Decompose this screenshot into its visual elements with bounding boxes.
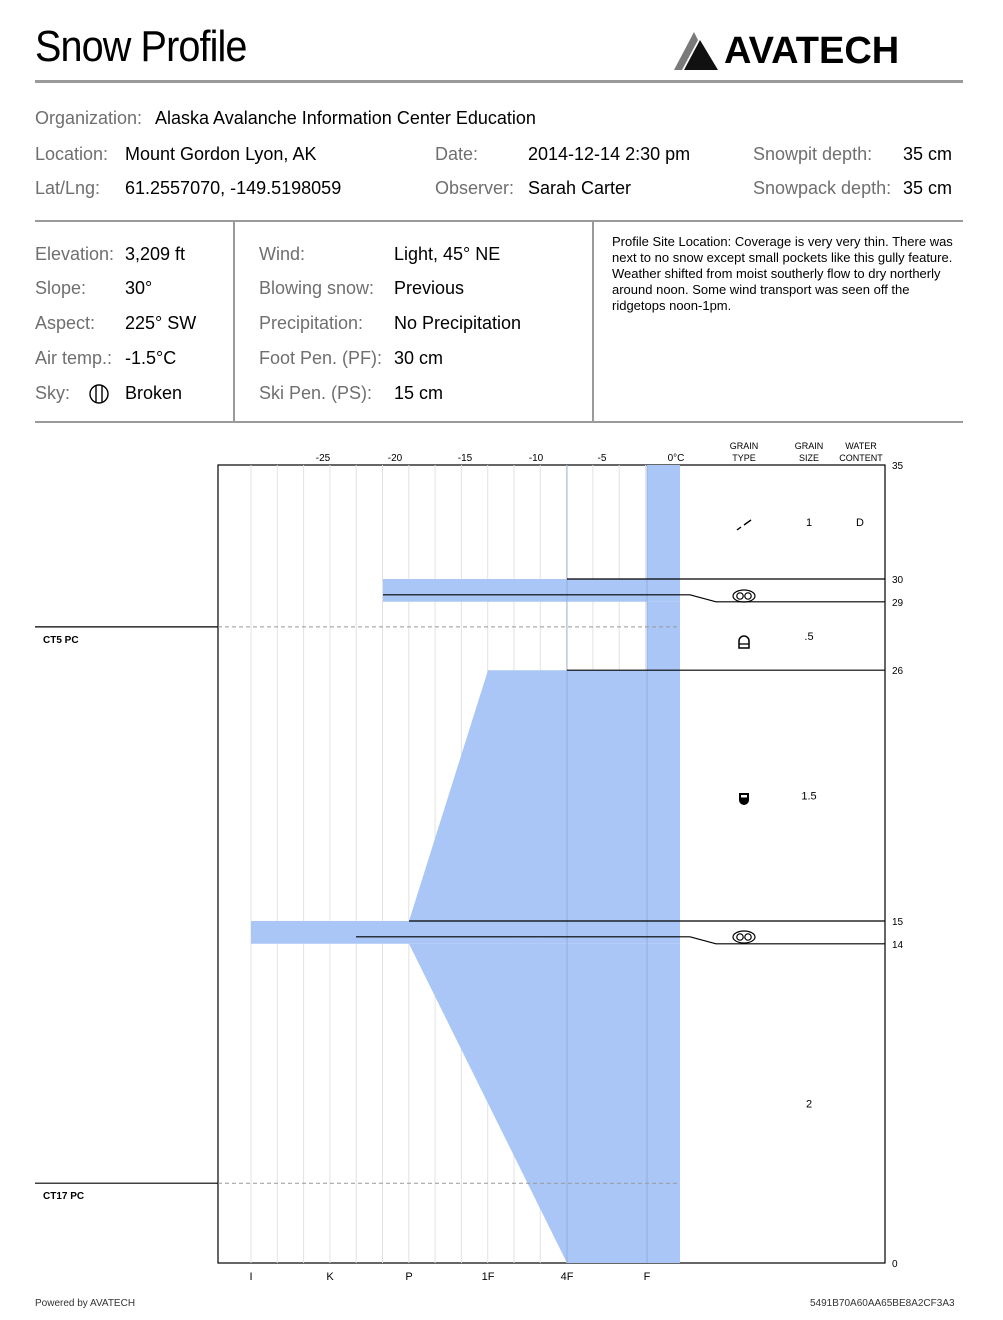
surface-hoar-icon <box>733 590 755 602</box>
aspect-value: 225° SW <box>125 313 197 333</box>
faceted-icon <box>739 793 749 805</box>
organization-value: Alaska Avalanche Information Center Education <box>155 108 536 128</box>
snowpit-depth-label: Snowpit depth: <box>753 144 873 164</box>
hardness-layer-3 <box>647 602 680 670</box>
depth-axis <box>892 461 904 1270</box>
ski-pen-label: Ski Pen. (PS): <box>259 383 373 403</box>
depth-tick-label: 14 <box>892 939 904 951</box>
air-temp-label: Air temp.: <box>35 348 113 368</box>
depth-tick-label: 26 <box>892 666 904 678</box>
grain-size-value: 1 <box>805 517 813 529</box>
snow-profile-chart <box>0 430 1003 1290</box>
temp-tick-label: -20 <box>387 453 403 464</box>
hardness-tick-label: P <box>405 1271 413 1283</box>
location-value: Mount Gordon Lyon, AK <box>125 144 317 164</box>
sky-value: Broken <box>125 383 183 403</box>
decomposing-fragments-icon <box>737 520 751 530</box>
mountain-logo-icon <box>672 28 720 72</box>
grain-type-header-2: TYPE <box>732 453 756 463</box>
test-label: CT5 PC <box>43 634 79 646</box>
latlng-value: 61.2557070, -149.5198059 <box>125 178 342 198</box>
slope-label: Slope: <box>35 278 87 298</box>
date-label: Date: <box>435 144 479 164</box>
section-divider-2 <box>592 222 594 422</box>
grain-size-header-2: SIZE <box>798 453 820 463</box>
foot-pen-label: Foot Pen. (PF): <box>259 348 383 368</box>
grain-size-header-1: GRAIN <box>794 441 824 451</box>
sky-broken-icon <box>88 383 110 405</box>
hardness-layer-5 <box>251 921 680 944</box>
depth-tick-label: 35 <box>892 461 904 472</box>
test-label: CT17 PC <box>43 1191 85 1203</box>
hardness-tick-label: 4F <box>560 1271 574 1283</box>
brand-name: AVATECH <box>724 30 900 72</box>
observer-value: Sarah Carter <box>528 178 632 198</box>
footer-powered-by: Powered by AVATECH <box>35 1298 136 1309</box>
page-title: Snow Profile <box>35 22 247 71</box>
water-content-value: D <box>856 517 864 529</box>
profile-notes: Profile Site Location: Coverage is very very thin. There was next to no snow except small pockets like this gully feature. Weather shifted from moist southerly flow to dry northerly around noon. Some wind transport was seen off the ridgetops noon-1pm. <box>612 234 953 313</box>
section-divider-1 <box>233 222 235 422</box>
section-rule-bottom <box>35 421 963 423</box>
snowpack-depth-value: 35 cm <box>903 178 953 198</box>
snowpit-depth-value: 35 cm <box>903 144 953 164</box>
slope-value: 30° <box>125 278 153 298</box>
organization-label: Organization: <box>35 108 143 128</box>
grain-size-value: 2 <box>805 1098 813 1111</box>
footer-profile-id: 5491B70A60AA65BE8A2CF3A3 <box>810 1298 955 1309</box>
date-value: 2014-12-14 2:30 pm <box>528 144 691 164</box>
surface-hoar-icon <box>733 931 755 943</box>
observer-label: Observer: <box>435 178 515 198</box>
temp-tick-label: -25 <box>315 453 331 464</box>
hardness-layer-6 <box>409 944 680 1263</box>
hardness-tick-label: F <box>643 1271 651 1283</box>
foot-pen-value: 30 cm <box>394 348 444 368</box>
hardness-layer-1 <box>647 465 680 579</box>
precipitation-value: No Precipitation <box>394 313 522 333</box>
depth-tick-label: 0 <box>892 1259 898 1270</box>
temp-tick-label: -10 <box>528 453 544 464</box>
depth-tick-label: 15 <box>892 917 904 928</box>
hardness-layer-4 <box>409 670 680 921</box>
hardness-tick-label: K <box>326 1271 334 1283</box>
air-temp-value: -1.5°C <box>125 348 177 368</box>
ski-pen-value: 15 cm <box>394 383 444 403</box>
precipitation-label: Precipitation: <box>259 313 364 333</box>
grain-size-value: .5 <box>804 631 814 643</box>
temp-tick-label: 0°C <box>667 453 685 464</box>
faceted-rounding-icon <box>739 636 749 648</box>
water-content-header-1: WATER <box>845 441 877 451</box>
section-rule-top <box>35 220 963 222</box>
grain-columns <box>801 517 864 1110</box>
depth-tick-label: 30 <box>892 575 904 586</box>
avatech-logo <box>672 28 964 72</box>
location-label: Location: <box>35 144 109 164</box>
hardness-tick-label: 1F <box>481 1271 495 1283</box>
hardness-layer-2 <box>383 579 680 602</box>
temp-tick-label: -15 <box>457 453 473 464</box>
blowing-snow-label: Blowing snow: <box>259 278 375 298</box>
depth-tick-label: 29 <box>892 597 904 609</box>
wind-value: Light, 45° NE <box>394 244 501 264</box>
latlng-label: Lat/Lng: <box>35 178 101 198</box>
sky-label: Sky: <box>35 383 71 403</box>
temperature-axis <box>316 453 685 464</box>
grain-size-value: 1.5 <box>801 790 817 803</box>
temp-tick-label: -5 <box>597 453 607 464</box>
elevation-label: Elevation: <box>35 244 115 264</box>
wind-label: Wind: <box>259 244 306 264</box>
hardness-profile <box>251 465 680 1263</box>
header-rule <box>35 80 963 83</box>
water-content-header-2: CONTENT <box>839 453 883 463</box>
aspect-label: Aspect: <box>35 313 96 333</box>
grain-type-header-1: GRAIN <box>729 441 759 451</box>
snowpack-depth-label: Snowpack depth: <box>753 178 892 198</box>
elevation-value: 3,209 ft <box>125 244 186 264</box>
hardness-axis <box>249 1271 650 1283</box>
hardness-tick-label: I <box>249 1271 253 1283</box>
blowing-snow-value: Previous <box>394 278 465 298</box>
